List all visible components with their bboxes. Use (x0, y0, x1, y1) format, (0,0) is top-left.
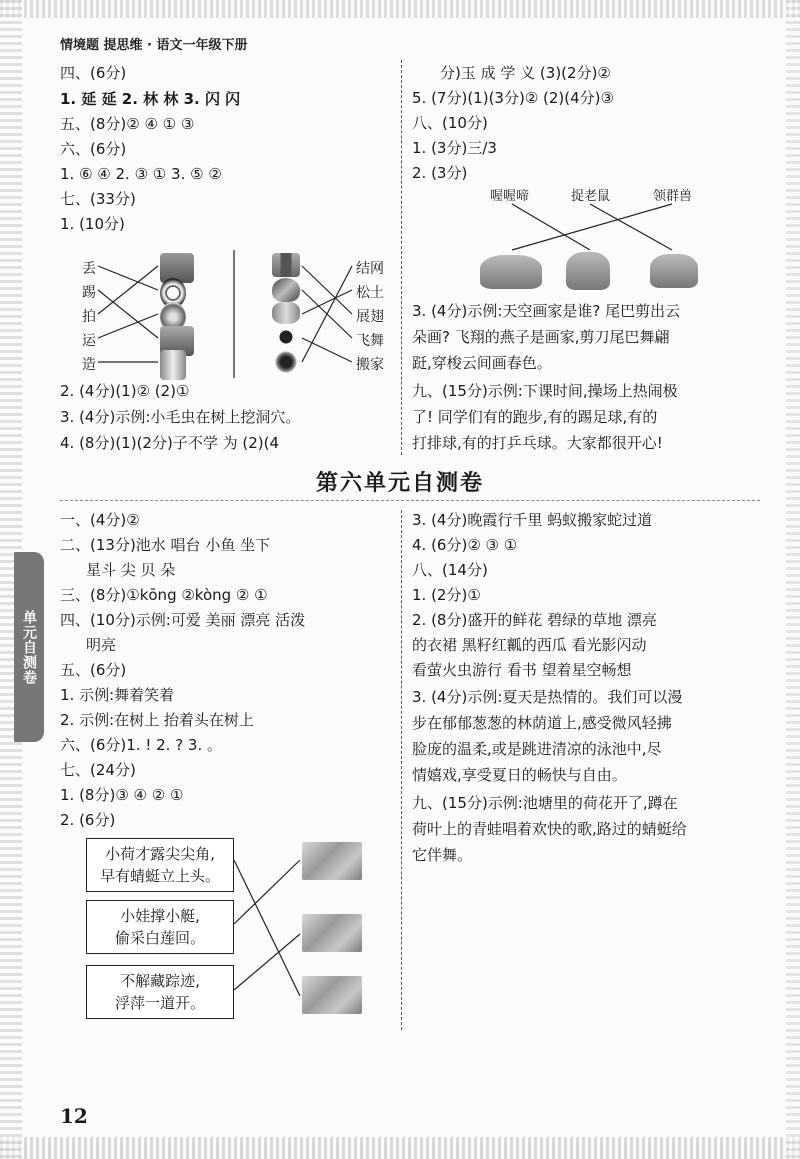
animal-label: 喔喔啼 (490, 189, 530, 204)
answer-line: 明亮 (86, 636, 117, 654)
section-6-heading: 六、(6分) (60, 140, 127, 158)
answer-line: 分)玉 成 学 义 (3)(2分)② (440, 64, 611, 82)
answer-line: 一、(4分)② (60, 511, 140, 529)
earthworm-picture (272, 302, 300, 324)
match-word: 松土 (356, 285, 384, 301)
answer-line: 星斗 尖 贝 朵 (86, 561, 176, 579)
match-word: 拍 (82, 309, 96, 325)
poem-line: 小娃撑小艇, (120, 907, 200, 925)
answer-line: 1. (8分)③ ④ ② ① (60, 786, 184, 804)
animal-label: 捉老鼠 (571, 189, 611, 204)
answer-line: 二、(13分)池水 唱台 小鱼 坐下 (60, 536, 271, 554)
answer-line: 四、(10分)示例:可爱 美丽 漂亮 活泼 (60, 611, 306, 629)
answer-line: 情嬉戏,享受夏日的畅快与自由。 (412, 766, 627, 784)
section-7-q4: 4. (8分)(1)(2分)子不学 为 (2)(4 (60, 434, 280, 452)
answer-line: 4. (6分)② ③ ① (412, 536, 518, 554)
section-4-heading: 四、(6分) (60, 64, 127, 82)
answer-line: 的衣裙 黑籽红瓤的西瓜 看光影闪动 (412, 636, 647, 654)
poem-scene-picture (302, 914, 362, 952)
lion-picture (480, 255, 542, 289)
match-word: 丢 (82, 261, 96, 277)
butterfly-picture (272, 278, 300, 302)
section-4-answers: 1. 延 延 2. 林 林 3. 闪 闪 (60, 90, 241, 108)
answer-line: 九、(15分)示例:池塘里的荷花开了,蹲在 (412, 794, 678, 812)
section-title: 第六单元自测卷 (315, 471, 484, 496)
answer-line: 脸庞的温柔,或是跳进清凉的泳池中,尽 (412, 740, 662, 758)
answer-line: 朵画? 飞翔的燕子是画家,剪刀尾巴舞翩 (412, 328, 670, 346)
dragonfly-picture (272, 253, 300, 277)
poem-line: 偷采白莲回。 (114, 929, 205, 947)
poem-scene-picture (302, 842, 362, 880)
answer-line: 2. 示例:在树上 抬着头在树上 (60, 711, 254, 729)
match-word: 结网 (356, 261, 384, 277)
animal-match-lines (400, 180, 720, 260)
answer-line: 步在郁郁葱葱的林荫道上,感受微风轻拂 (412, 714, 672, 732)
animal-label: 领群兽 (653, 189, 693, 204)
answer-line: 3. (4分)晚霞行千里 蚂蚁搬家蛇过道 (412, 511, 653, 529)
poem-line: 早有蜻蜓立上头。 (99, 867, 220, 885)
page-header: 情境题 提思维 · 语文一年级下册 (60, 38, 248, 53)
poem-scene-picture (302, 976, 362, 1014)
section-7-heading: 七、(33分) (60, 190, 136, 208)
match-lines-left (0, 0, 400, 400)
answer-line: 跹,穿梭云间画春色。 (412, 354, 552, 372)
answer-line: 2. (3分) (412, 164, 468, 182)
match-word: 运 (82, 333, 96, 349)
answer-line: 打排球,有的打乒乓球。大家都很开心! (412, 434, 663, 452)
answer-line: 三、(8分)①kōng ②kòng ② ① (60, 586, 268, 604)
poem-line: 不解藏踪迹, (120, 972, 200, 990)
answer-line: 1. 示例:舞着笑着 (60, 686, 175, 704)
ant-picture (272, 326, 300, 348)
answer-line: 七、(24分) (60, 761, 136, 779)
side-tab: 单元自测卷 (14, 552, 44, 742)
poem-line: 浮萍一道开。 (114, 994, 205, 1012)
section-7-q2: 2. (4分)(1)② (2)① (60, 382, 190, 400)
answer-line: 5. (7分)(1)(3分)② (2)(4分)③ (412, 89, 614, 107)
page-number: 12 (60, 1104, 88, 1128)
match-word: 展翅 (356, 309, 384, 325)
answer-line: 3. (4分)示例:夏天是热情的。我们可以漫 (412, 688, 683, 706)
answer-line: 了! 同学们有的跑步,有的踢足球,有的 (412, 408, 658, 426)
answer-line: 五、(6分) (60, 661, 127, 679)
cat-picture (650, 254, 698, 288)
bottom-border-decoration (0, 1137, 800, 1159)
right-border-decoration (786, 0, 800, 1159)
match-word: 造 (82, 357, 96, 373)
poem-match-lines (0, 830, 320, 1030)
answer-line: 2. (8分)盛开的鲜花 碧绿的草地 漂亮 (412, 611, 657, 629)
section-6-answers: 1. ⑥ ④ 2. ③ ① 3. ⑤ ② (60, 165, 222, 183)
column-divider-bottom (401, 510, 402, 1030)
section-7-q1: 1. (10分) (60, 215, 125, 233)
answer-line: 1. (2分)① (412, 586, 481, 604)
answer-line: 2. (6分) (60, 811, 116, 829)
spider-picture (272, 350, 300, 374)
title-rule (60, 500, 760, 501)
answer-line: 看萤火虫游行 看书 望着星空畅想 (412, 661, 632, 679)
match-word: 飞舞 (356, 333, 384, 349)
match-word: 踢 (82, 285, 96, 301)
answer-line: 荷叶上的青蛙唱着欢快的歌,路过的蜻蜓给 (412, 820, 687, 838)
section-5-answers: 五、(8分)② ④ ① ③ (60, 115, 195, 133)
rooster-picture (566, 252, 610, 290)
answer-line: 八、(10分) (412, 114, 488, 132)
answer-line: 3. (4分)示例:天空画家是谁? 尾巴剪出云 (412, 302, 681, 320)
answer-line: 六、(6分)1. ! 2. ? 3. 。 (60, 736, 222, 754)
match-word: 搬家 (356, 357, 384, 373)
answer-line: 九、(15分)示例:下课时间,操场上热闹极 (412, 382, 678, 400)
answer-line: 它伴舞。 (412, 846, 473, 864)
section-7-q3: 3. (4分)示例:小毛虫在树上挖洞穴。 (60, 408, 301, 426)
poem-line: 小荷才露尖尖角, (105, 845, 215, 863)
answer-line: 1. (3分)三/3 (412, 139, 497, 157)
answer-line: 八、(14分) (412, 561, 488, 579)
